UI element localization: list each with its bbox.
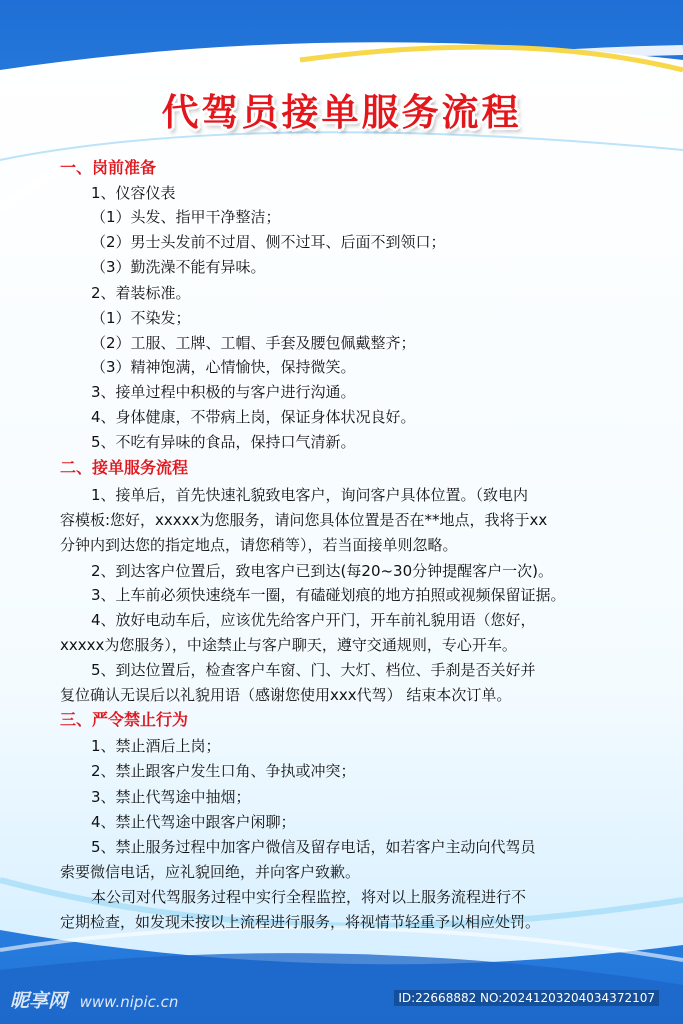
section-line: 5、不吃有异味的食品，保持口气清新。 bbox=[91, 433, 356, 451]
section-line: 1、接单后，首先快速礼貌致电客户，询问客户具体位置。（致电内 bbox=[91, 486, 529, 504]
section-line: 复位确认无误后以礼貌用语（感谢您使用xxx代驾） 结束本次订单。 bbox=[60, 686, 512, 704]
section-line: 3、禁止代驾途中抽烟； bbox=[91, 788, 251, 806]
section-line: 1、禁止酒后上岗； bbox=[91, 737, 221, 755]
section-line: 索要微信电话，应礼貌回绝，并向客户致歉。 bbox=[60, 863, 361, 881]
section-line: 4、放好电动车后，应该优先给客户开门，开车前礼貌用语（您好， bbox=[91, 611, 536, 629]
section-line: 3、上车前必须快速绕车一圈，有磕碰划痕的地方拍照或视频保留证据。 bbox=[91, 586, 566, 604]
section-line: 容模板:您好，xxxxx为您服务，请问您具体位置是否在**地点，我将于xx bbox=[60, 511, 548, 529]
section-line: 2、到达客户位置后，致电客户已到达(每20~30分钟提醒客户一次)。 bbox=[91, 562, 553, 580]
section-heading: 三、严令禁止行为 bbox=[60, 710, 189, 729]
section-line: 2、禁止跟客户发生口角、争执或冲突； bbox=[91, 762, 356, 780]
watermark-logo-text: 昵享网 bbox=[10, 990, 68, 1012]
section-line: （3）精神饱满，心情愉快，保持微笑。 bbox=[91, 358, 356, 376]
section-line: 5、禁止服务过程中加客户微信及留存电话，如若客户主动向代驾员 bbox=[91, 838, 536, 856]
section-line: （1）头发、指甲干净整洁； bbox=[91, 208, 281, 226]
section-line: xxxxx为您服务），中途禁止与客户聊天，遵守交通规则，专心开车。 bbox=[60, 636, 517, 654]
watermark-id: ID:22668882 NO:20241203204034372107 bbox=[394, 990, 659, 1006]
section-line: （2）工服、工牌、工帽、手套及腰包佩戴整齐； bbox=[91, 334, 416, 352]
section-line: 5、到达位置后，检查客户车窗、门、大灯、档位、手刹是否关好并 bbox=[91, 661, 536, 679]
section-heading: 二、接单服务流程 bbox=[60, 458, 189, 477]
section-line: 4、身体健康，不带病上岗，保证身体状况良好。 bbox=[91, 408, 416, 426]
section-line: （1）不染发； bbox=[91, 309, 191, 327]
section-line: 2、着装标准。 bbox=[91, 284, 191, 302]
watermark-url: www.nipic.cn bbox=[79, 993, 179, 1011]
section-line: 本公司对代驾服务过程中实行全程监控，将对以上服务流程进行不 bbox=[91, 888, 527, 906]
section-line: （3）勤洗澡不能有异味。 bbox=[91, 258, 266, 276]
section-line: 4、禁止代驾途中跟客户闲聊； bbox=[91, 813, 296, 831]
page-title: 代驾员接单服务流程 bbox=[161, 91, 522, 134]
watermark-logo bbox=[10, 986, 178, 1013]
section-line: （2）男士头发前不过眉、侧不过耳、后面不到领口； bbox=[91, 233, 446, 251]
section-line: 3、接单过程中积极的与客户进行沟通。 bbox=[91, 383, 356, 401]
section-line: 定期检查，如发现未按以上流程进行服务，将视情节轻重予以相应处罚。 bbox=[60, 913, 541, 931]
section-line: 分钟内到达您的指定地点，请您稍等），若当面接单则忽略。 bbox=[60, 536, 458, 554]
section-heading: 一、岗前准备 bbox=[60, 158, 157, 177]
section-line: 1、仪容仪表 bbox=[91, 184, 176, 202]
